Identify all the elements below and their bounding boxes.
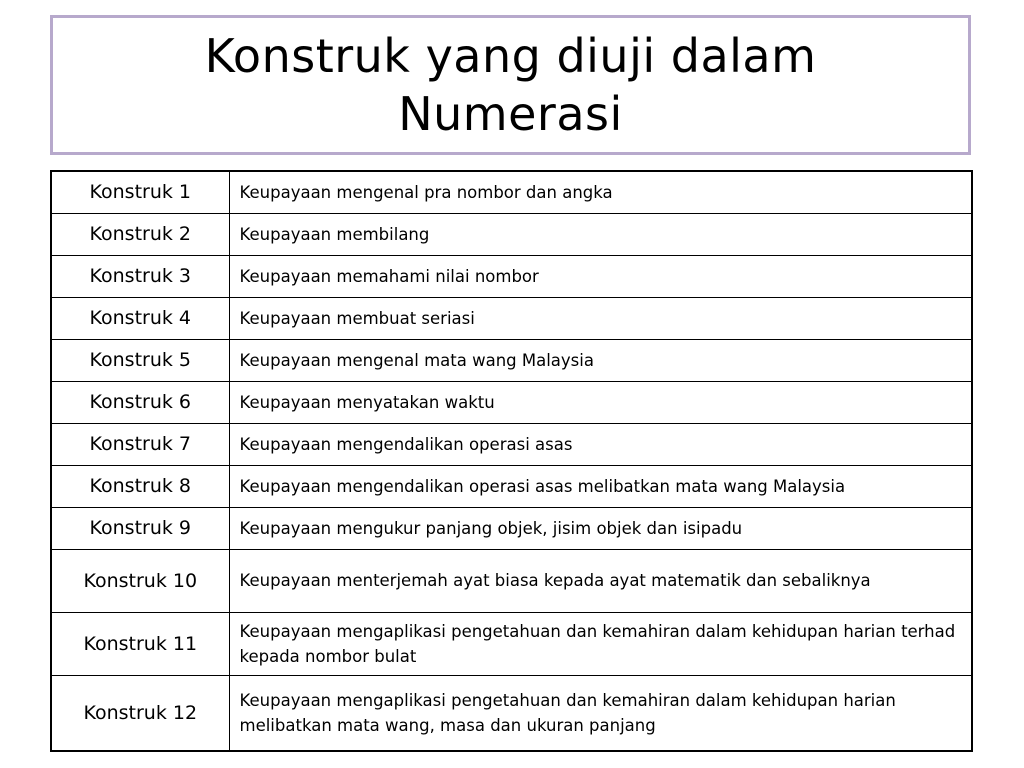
konstruk-label: Konstruk 1 xyxy=(51,171,229,213)
konstruk-description: Keupayaan mengaplikasi pengetahuan dan kemahiran dalam kehidupan harian melibatkan mata wang, masa dan ukuran panjang xyxy=(229,675,972,751)
konstruk-label: Konstruk 4 xyxy=(51,297,229,339)
title-box xyxy=(50,15,971,155)
table-row xyxy=(51,423,972,465)
konstruk-description: Keupayaan mengenal mata wang Malaysia xyxy=(229,339,972,381)
konstruk-label: Konstruk 5 xyxy=(51,339,229,381)
slide-title xyxy=(205,27,817,143)
konstruk-description: Keupayaan mengaplikasi pengetahuan dan kemahiran dalam kehidupan harian terhad kepada nombor bulat xyxy=(229,612,972,675)
konstruk-table-wrapper xyxy=(50,170,973,752)
konstruk-label: Konstruk 6 xyxy=(51,381,229,423)
konstruk-description: Keupayaan menyatakan waktu xyxy=(229,381,972,423)
table-row xyxy=(51,507,972,549)
table-row xyxy=(51,612,972,675)
table-row xyxy=(51,213,972,255)
konstruk-label: Konstruk 10 xyxy=(51,549,229,612)
konstruk-label: Konstruk 8 xyxy=(51,465,229,507)
konstruk-description: Keupayaan memahami nilai nombor xyxy=(229,255,972,297)
table-row xyxy=(51,297,972,339)
slide-title-line-2: Numerasi xyxy=(398,87,623,141)
konstruk-label: Konstruk 9 xyxy=(51,507,229,549)
konstruk-label: Konstruk 2 xyxy=(51,213,229,255)
konstruk-description: Keupayaan mengendalikan operasi asas melibatkan mata wang Malaysia xyxy=(229,465,972,507)
table-row xyxy=(51,381,972,423)
konstruk-description: Keupayaan membuat seriasi xyxy=(229,297,972,339)
table-row xyxy=(51,171,972,213)
konstruk-label: Konstruk 11 xyxy=(51,612,229,675)
table-row xyxy=(51,549,972,612)
konstruk-label: Konstruk 3 xyxy=(51,255,229,297)
konstruk-table xyxy=(50,170,973,752)
konstruk-description: Keupayaan mengendalikan operasi asas xyxy=(229,423,972,465)
konstruk-description: Keupayaan mengukur panjang objek, jisim objek dan isipadu xyxy=(229,507,972,549)
konstruk-description: Keupayaan menterjemah ayat biasa kepada ayat matematik dan sebaliknya xyxy=(229,549,972,612)
table-row xyxy=(51,255,972,297)
konstruk-description: Keupayaan membilang xyxy=(229,213,972,255)
konstruk-label: Konstruk 12 xyxy=(51,675,229,751)
konstruk-label: Konstruk 7 xyxy=(51,423,229,465)
konstruk-description: Keupayaan mengenal pra nombor dan angka xyxy=(229,171,972,213)
table-row xyxy=(51,339,972,381)
slide-title-line-1: Konstruk yang diuji dalam xyxy=(204,29,817,83)
table-row xyxy=(51,465,972,507)
table-row xyxy=(51,675,972,751)
